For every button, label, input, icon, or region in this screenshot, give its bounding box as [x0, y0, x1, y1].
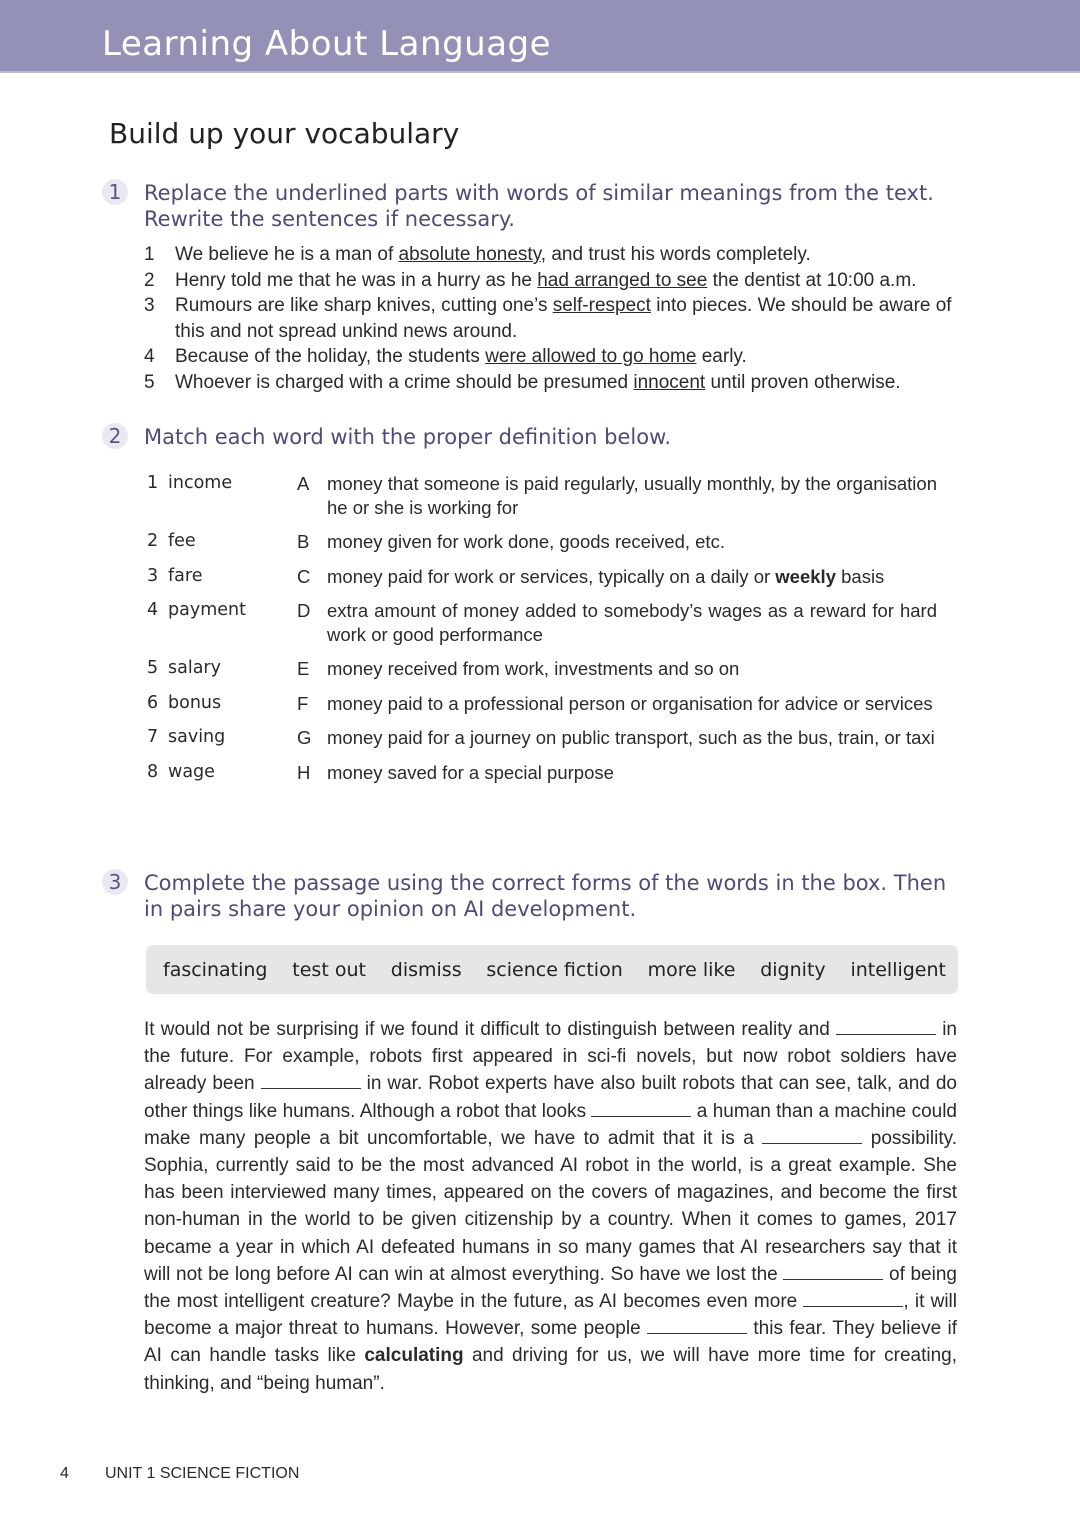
match-word: [147, 726, 297, 750]
word-number: 3: [147, 565, 159, 586]
sentence-text: [175, 293, 964, 344]
cloze-passage: [144, 1016, 957, 1397]
word-text: saving: [168, 727, 226, 747]
underlined-phrase: innocent: [633, 371, 706, 393]
exercise-2-instruction: Match each word with the proper definition below.: [144, 425, 672, 449]
item-number: 4: [144, 346, 155, 367]
definition-text: money given for work done, goods received, etc.: [327, 531, 725, 552]
underlined-phrase: absolute honesty: [398, 244, 541, 265]
definition-bold: weekly: [775, 565, 836, 587]
sentence-pre: Because of the holiday, the students: [175, 346, 486, 367]
sentence-pre: Henry told me that he was in a hurry as he: [175, 269, 538, 291]
word-number: 4: [147, 600, 159, 620]
passage-text: It would not be surprising if we found it difficult to distinguish between reality and: [144, 1019, 837, 1040]
definition-text: money received from work, investments and so on: [327, 658, 740, 679]
definition-pre: money paid for work or services, typically on a daily or: [327, 565, 776, 587]
definition-text: money saved for a special purpose: [327, 761, 614, 783]
passage-text: possibility. Sophia, currently said to be the most advanced AI robot in the world, is a great example. She has been interviewed many times, appeared on the covers of magazines, and become the first non-human in the world to be given citizenship by a country. When it comes to games, 2017 became a year in which AI defeated humans in so many games that AI researchers say that it will not be long before AI can win at almost everything. So have we lost the: [144, 1127, 957, 1285]
passage-text: in the future. For example, robots first appeared in sci-fi novels, but now robot soldiers have already been: [144, 1019, 957, 1095]
word-text: bonus: [168, 692, 222, 713]
passage-text: this fear. They believe if AI can handle tasks like: [144, 1318, 957, 1367]
word-number: 7: [147, 727, 159, 747]
exercise-number: 1: [102, 179, 128, 205]
sentence-pre: We believe he is a man of: [175, 244, 399, 265]
sentence-post: early.: [696, 346, 747, 367]
definition-letter: C: [297, 565, 311, 587]
passage-text: a human than a machine could make many people a bit uncomfortable, we have to admit that it is a: [144, 1100, 957, 1149]
answer-blank[interactable]: [647, 1317, 747, 1334]
definition-letter: B: [297, 531, 310, 552]
item-number: 2: [144, 269, 155, 291]
box-word: fascinating: [163, 958, 268, 981]
answer-blank[interactable]: [591, 1100, 691, 1117]
definition-letter: D: [297, 600, 311, 621]
word-number: 1: [147, 473, 159, 493]
definition-post: basis: [835, 565, 885, 587]
item-number: 1: [144, 244, 155, 265]
word-box: [146, 945, 958, 994]
sentence-post: , and trust his words completely.: [540, 244, 811, 265]
match-word: [147, 599, 297, 646]
definition-letter: G: [297, 727, 312, 748]
word-text: payment: [168, 600, 246, 620]
word-text: income: [168, 473, 233, 493]
page-number: 4: [60, 1465, 69, 1482]
section-title: Build up your vocabulary: [109, 117, 460, 150]
answer-blank[interactable]: [783, 1263, 883, 1280]
unit-label: UNIT 1 SCIENCE FICTION: [105, 1465, 300, 1482]
definition-text: money paid for a journey on public transport, such as the bus, train, or taxi: [327, 727, 935, 748]
sentence-pre: Whoever is charged with a crime should be presumed: [175, 371, 634, 393]
box-word: test out: [292, 958, 366, 981]
sentence-post: into pieces. We should be aware of this and not spread unkind news around.: [175, 295, 952, 342]
item-number: 5: [144, 371, 155, 393]
definition-letter: H: [297, 761, 311, 783]
sentence-text: [175, 268, 916, 294]
match-word: [147, 565, 297, 589]
match-row: [147, 599, 937, 646]
definition-text: money that someone is paid regularly, usually monthly, by the organisation he or she is working for: [327, 473, 937, 518]
passage-text: , it will become a major threat to humans. However, some people: [144, 1291, 957, 1340]
exercise-number: 3: [102, 869, 128, 895]
sentence-post: until proven otherwise.: [705, 371, 901, 393]
definition-text: [327, 565, 937, 589]
match-word: [147, 692, 297, 716]
match-row: [147, 692, 937, 716]
definition-text: extra amount of money added to somebody’s wages as a reward for hard work or good performance: [327, 600, 937, 645]
underlined-phrase: were allowed to go home: [485, 346, 697, 367]
sentence-text: [175, 344, 747, 370]
exercise-1-sentences: [144, 242, 964, 395]
match-row: [147, 565, 937, 589]
exercise-3-instruction: Complete the passage using the correct forms of the words in the box. Then in pairs share your opinion on AI development.: [144, 871, 947, 921]
matching-table: [147, 472, 937, 795]
box-word: more like: [647, 958, 736, 981]
match-row: [147, 472, 937, 519]
sentence-post: the dentist at 10:00 a.m.: [707, 269, 917, 291]
word-number: 8: [147, 761, 159, 782]
answer-blank[interactable]: [261, 1072, 361, 1089]
list-item: [144, 242, 964, 268]
passage-text: and driving for us, we will have more time for creating, thinking, and “being human”.: [144, 1345, 957, 1394]
sentence-text: [175, 370, 901, 396]
underlined-phrase: had arranged to see: [537, 269, 708, 291]
box-word: dignity: [760, 958, 826, 981]
passage-text: in war. Robot experts have also built robots that can see, talk, and do other things like humans. Although a robot that looks: [144, 1073, 957, 1122]
box-word: intelligent: [850, 958, 946, 981]
list-item: [144, 370, 964, 396]
match-word: [147, 472, 297, 519]
box-word: dismiss: [390, 958, 462, 981]
box-word: science fiction: [486, 958, 623, 981]
page-header: [0, 0, 1080, 73]
word-text: wage: [168, 761, 215, 782]
sentence-text: [175, 242, 811, 268]
passage-bold: calculating: [364, 1345, 464, 1367]
match-row: [147, 657, 937, 681]
item-number: 3: [144, 295, 155, 316]
word-text: fee: [168, 531, 196, 551]
answer-blank[interactable]: [836, 1018, 936, 1035]
list-item: [144, 293, 964, 344]
exercise-1-instruction: Replace the underlined parts with words of similar meanings from the text. Rewrite the sentences if necessary.: [144, 181, 934, 231]
passage-text: of being the most intelligent creature? Maybe in the future, as AI becomes even more: [144, 1263, 957, 1313]
answer-blank[interactable]: [803, 1290, 903, 1307]
match-row: [147, 530, 937, 554]
definition-letter: E: [297, 658, 310, 679]
sentence-pre: Rumours are like sharp knives, cutting one’s: [175, 295, 553, 316]
definition-text: money paid to a professional person or organisation for advice or services: [327, 692, 933, 714]
match-word: [147, 530, 297, 554]
word-number: 5: [147, 658, 159, 678]
word-number: 2: [147, 531, 159, 551]
match-row: [147, 726, 937, 750]
answer-blank[interactable]: [762, 1127, 862, 1144]
header-title: Learning About Language: [102, 24, 552, 64]
match-row: [147, 761, 937, 785]
word-number: 6: [147, 692, 159, 713]
match-word: [147, 761, 297, 785]
definition-letter: F: [297, 692, 309, 714]
exercise-number: 2: [102, 423, 128, 449]
list-item: [144, 344, 964, 370]
list-item: [144, 268, 964, 294]
match-word: [147, 657, 297, 681]
word-text: fare: [168, 565, 203, 586]
underlined-phrase: self-respect: [552, 295, 651, 316]
word-text: salary: [168, 658, 221, 678]
definition-letter: A: [297, 473, 310, 494]
